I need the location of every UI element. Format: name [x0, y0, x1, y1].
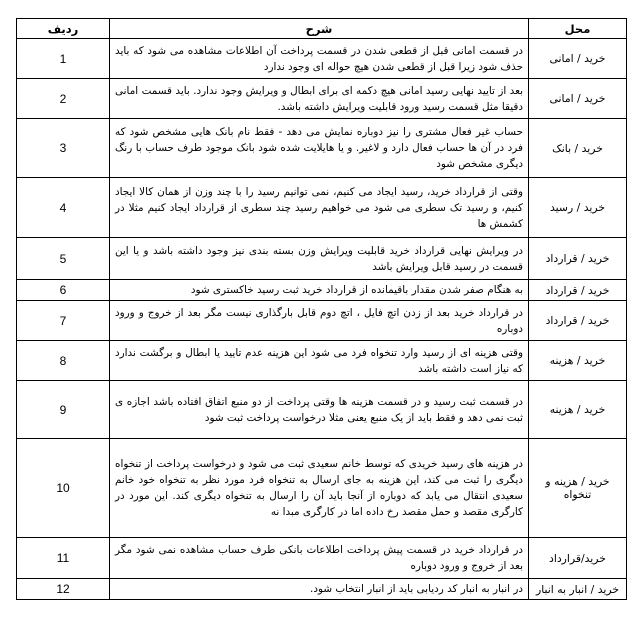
row-description: در هزینه های رسید خریدی که توسط خانم سعیدی ثبت می شود و درخواست پرداخت از تنخواه دیگری را ثبت می کند، این هزینه به جای ارسال به تنخواه فرد مورد نظر به تنخواه خود خانم سعیدی انتقال می یابد که دوباره از آنجا باید آن را ارسال به تنخواه دیگری کند. این مورد در کارگری مقصد و حمل مقصد رخ داده اما در کارگری مبدا نه: [110, 439, 529, 538]
table-row: [17, 280, 627, 301]
table-row: [17, 79, 627, 119]
row-description: در قرارداد خرید بعد از زدن اتچ فایل ، اتچ دوم قابل بارگذاری نیست مگر بعد از خروج و ورود دوباره: [110, 301, 529, 341]
issues-table: [16, 18, 627, 600]
row-place: خرید / هزینه و تنخواه: [529, 439, 627, 538]
row-number: 1: [17, 39, 110, 79]
row-description: در قسمت امانی قبل از قطعی شدن در قسمت پرداخت آن اطلاعات مشاهده می شود که باید حذف شود زیرا قبل از قطعی شدن هیچ حواله ای وجود ندارد: [110, 39, 529, 79]
row-description: حساب غیر فعال مشتری را نیز دوباره نمایش می دهد - فقط نام بانک هایی مشخص شود که فرد در آن ها حساب فعال دارد و لاغیر. و یا هایلایت شده شود بانک موجود طرف حساب با رنگ دیگری مشخص شود: [110, 119, 529, 178]
header-place: محل: [529, 19, 627, 39]
row-number: 4: [17, 178, 110, 238]
row-place: خرید / امانی: [529, 79, 627, 119]
table-row: [17, 579, 627, 600]
row-description: در انبار به انبار کد ردیابی باید از انبار انتخاب شود.: [110, 579, 529, 600]
row-number: 2: [17, 79, 110, 119]
table-row: [17, 439, 627, 538]
row-place: خرید / انبار به انبار: [529, 579, 627, 600]
row-place: خرید / رسید: [529, 178, 627, 238]
row-number: 12: [17, 579, 110, 600]
row-place: خرید / بانک: [529, 119, 627, 178]
table-header-row: [17, 19, 627, 39]
row-number: 9: [17, 381, 110, 439]
row-number: 6: [17, 280, 110, 301]
table-row: [17, 178, 627, 238]
row-place: خرید/قرارداد: [529, 538, 627, 579]
row-description: وقتی هزینه ای از رسید وارد تنخواه فرد می شود این هزینه عدم تایید یا ابطال و برگشت ندارد که نیاز است داشته باشد: [110, 341, 529, 381]
table-row: [17, 238, 627, 280]
table-row: [17, 301, 627, 341]
row-description: در ویرایش نهایی قرارداد خرید قابلیت ویرایش وزن بسته بندی نیز وجود داشته باشد و یا این قسمت در رسید قابل ویرایش باشد: [110, 238, 529, 280]
row-place: خرید / قرارداد: [529, 238, 627, 280]
table-row: [17, 538, 627, 579]
row-description: بعد از تایید نهایی رسید امانی هیچ دکمه ای برای ابطال و ویرایش وجود ندارد. باید قسمت امانی دقیقا مثل قسمت رسید ورود قابلیت ویرایش داشته باشد.: [110, 79, 529, 119]
row-number: 8: [17, 341, 110, 381]
document-sheet: [16, 18, 626, 600]
row-description: به هنگام صفر شدن مقدار باقیمانده از قرارداد خرید ثبت رسید خاکستری شود: [110, 280, 529, 301]
table-row: [17, 119, 627, 178]
table-row: [17, 39, 627, 79]
row-place: خرید / هزینه: [529, 341, 627, 381]
row-place: خرید / هزینه: [529, 381, 627, 439]
row-number: 11: [17, 538, 110, 579]
row-number: 7: [17, 301, 110, 341]
row-place: خرید / قرارداد: [529, 301, 627, 341]
table-row: [17, 341, 627, 381]
header-description: شرح: [110, 19, 529, 39]
row-description: وقتی از قرارداد خرید، رسید ایجاد می کنیم، نمی توانیم رسید را با چند وزن از همان کالا ایجاد کنیم، و رسید تک سطری می شود می خواهیم رسید چند سطری از قرارداد ایجاد کنیم مثلا در کشمش ها: [110, 178, 529, 238]
table-row: [17, 381, 627, 439]
row-number: 3: [17, 119, 110, 178]
row-number: 10: [17, 439, 110, 538]
row-place: خرید / امانی: [529, 39, 627, 79]
row-description: در قسمت ثبت رسید و در قسمت هزینه ها وقتی پرداخت از دو منبع اتفاق افتاده باشد اجازه ی ثبت نمی دهد و فقط باید از یک منبع یعنی مثلا درخواست پرداخت ثبت شود: [110, 381, 529, 439]
row-place: خرید / قرارداد: [529, 280, 627, 301]
header-row-number: ردیف: [17, 19, 110, 39]
row-description: در قرارداد خرید در قسمت پیش پرداخت اطلاعات بانکی طرف حساب مشاهده نمی شود مگر بعد از خروج و ورود دوباره: [110, 538, 529, 579]
row-number: 5: [17, 238, 110, 280]
